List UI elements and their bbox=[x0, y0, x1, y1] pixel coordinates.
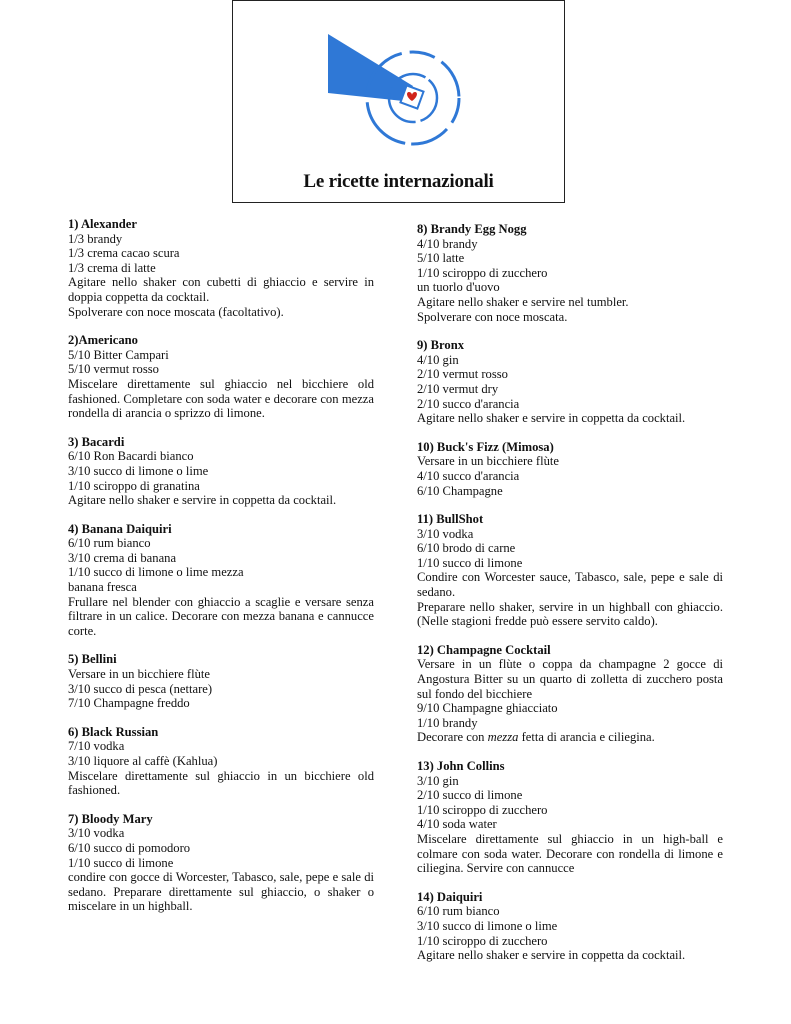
recipe-title: 2)Americano bbox=[68, 333, 138, 348]
recipe bbox=[417, 222, 723, 324]
ingredient-line: 9/10 Champagne ghiacciato bbox=[417, 701, 558, 716]
ingredient-line: 5/10 latte bbox=[417, 251, 465, 266]
method-text: Agitare nello shaker con cubetti di ghiaccio e servire in doppia coppetta da cocktail. bbox=[68, 275, 374, 304]
recipe bbox=[417, 759, 723, 876]
garnish-note-text: fetta di arancia e ciliegina. bbox=[518, 730, 655, 745]
ingredient-line: un tuorlo d'uovo bbox=[417, 280, 500, 295]
recipe-title: 9) Bronx bbox=[417, 338, 464, 353]
method-text: Frullare nel blender con ghiaccio a scaglie e versare senza filtrare in un calice. Decorare con mezza banana e cannucce corte. bbox=[68, 594, 374, 638]
ingredient-line: 1/10 succo di limone o lime mezza bbox=[68, 565, 244, 580]
ingredient-line: 1/3 crema di latte bbox=[68, 260, 156, 275]
ingredient-line: 1/10 sciroppo di granatina bbox=[68, 478, 200, 493]
recipe bbox=[417, 890, 723, 963]
recipe bbox=[68, 725, 374, 798]
recipe bbox=[68, 333, 374, 421]
cocktail-logo-icon bbox=[323, 31, 473, 146]
ingredient-line: Versare in un bicchiere flùte bbox=[417, 454, 559, 469]
ingredient-line: 3/10 vodka bbox=[417, 526, 474, 541]
ingredient-line: 3/10 vodka bbox=[68, 826, 125, 841]
ingredient-line: 6/10 brodo di carne bbox=[417, 541, 516, 556]
method-text: Versare in un flùte o coppa da champagne 2 gocce di Angostura Bitter su un quarto di zolletta di zucchero posta sul fondo del bicchiere bbox=[417, 657, 723, 701]
recipe bbox=[68, 217, 374, 319]
logo-beam-shape bbox=[328, 34, 413, 101]
recipe-title: 10) Buck's Fizz (Mimosa) bbox=[417, 439, 554, 454]
recipe-title: 7) Bloody Mary bbox=[68, 811, 153, 826]
ingredient-line: 1/10 sciroppo di zucchero bbox=[417, 802, 548, 817]
method-text: Spolverare con noce moscata. bbox=[417, 309, 568, 324]
method-text: Miscelare direttamente sul ghiaccio in un high-ball e colmare con soda water. Decorare con rondella di limone e ciliegina. Servire con cannucce bbox=[417, 831, 723, 876]
garnish-note-emphasis: mezza bbox=[487, 730, 519, 745]
method-text: Agitare nello shaker e servire in coppetta da cocktail. bbox=[68, 493, 337, 508]
header-box bbox=[232, 0, 565, 203]
ingredient-line: 7/10 Champagne freddo bbox=[68, 696, 190, 711]
recipe bbox=[68, 652, 374, 710]
ingredient-line: 2/10 vermut dry bbox=[417, 381, 499, 396]
recipe-title: 8) Brandy Egg Nogg bbox=[417, 222, 527, 236]
ingredient-line: 3/10 crema di banana bbox=[68, 550, 177, 565]
recipe-title: 4) Banana Daiquiri bbox=[68, 521, 172, 536]
method-text: Agitare nello shaker e servire in coppetta da cocktail. bbox=[417, 948, 686, 963]
recipe-title: 14) Daiquiri bbox=[417, 889, 483, 904]
ingredient-line: 3/10 gin bbox=[417, 773, 459, 788]
recipe bbox=[417, 440, 723, 498]
ingredient-line: 1/10 sciroppo di zucchero bbox=[417, 265, 548, 280]
recipe-title: 6) Black Russian bbox=[68, 724, 159, 739]
ingredient-line: Versare in un bicchiere flùte bbox=[68, 667, 210, 682]
ingredient-line: 1/10 succo di limone bbox=[68, 855, 174, 870]
ingredient-line: 5/10 vermut rosso bbox=[68, 362, 159, 377]
recipe bbox=[417, 643, 723, 745]
ingredient-line: 6/10 Ron Bacardi bianco bbox=[68, 449, 194, 464]
ingredient-line: 2/10 vermut rosso bbox=[417, 367, 508, 382]
ingredient-line: 6/10 rum bianco bbox=[417, 904, 500, 919]
recipe bbox=[68, 435, 374, 508]
ingredient-line: 1/10 sciroppo di zucchero bbox=[417, 933, 548, 948]
recipe bbox=[68, 522, 374, 639]
ingredient-line: 6/10 succo di pomodoro bbox=[68, 840, 191, 855]
method-text: Agitare nello shaker e servire in coppetta da cocktail. bbox=[417, 411, 686, 426]
ingredient-line: 1/10 succo di limone bbox=[417, 555, 523, 570]
recipe-title: 1) Alexander bbox=[68, 217, 137, 231]
recipes-left-column bbox=[68, 217, 374, 928]
garnish-note-text: Decorare con bbox=[417, 730, 488, 745]
recipe bbox=[68, 812, 374, 914]
method-text: Spolverare con noce moscata (facoltativo). bbox=[68, 304, 284, 319]
ingredient-line: 3/10 succo di limone o lime bbox=[68, 463, 209, 478]
recipe-title: 13) John Collins bbox=[417, 759, 505, 773]
ingredient-line: banana fresca bbox=[68, 580, 137, 595]
method-text: Condire con Worcester sauce, Tabasco, sale, pepe e sale di sedano. bbox=[417, 570, 723, 600]
method-text: condire con gocce di Worcester, Tabasco, sale, pepe e sale di sedano. Preparare direttamente sul ghiaccio, o shaker o miscelare in un highball. bbox=[68, 870, 374, 914]
ingredient-line: 6/10 Champagne bbox=[417, 483, 503, 498]
recipes-right-column bbox=[417, 222, 723, 977]
ingredient-line: 2/10 succo di limone bbox=[417, 788, 523, 803]
ingredient-line: 4/10 brandy bbox=[417, 236, 478, 251]
ingredient-line: 1/3 brandy bbox=[68, 231, 123, 246]
method-text: Miscelare direttamente sul ghiaccio in un bicchiere old fashioned. bbox=[68, 768, 374, 798]
ingredient-line: 2/10 succo d'arancia bbox=[417, 396, 520, 411]
garnish-note bbox=[417, 730, 723, 745]
page-title: Le ricette internazionali bbox=[303, 171, 494, 192]
method-text: Miscelare direttamente sul ghiaccio nel bicchiere old fashioned. Completare con soda water e decorare con mezza rondella di arancia o sprizzo di limone. bbox=[68, 376, 374, 421]
ingredient-line: 1/10 brandy bbox=[417, 715, 478, 730]
recipe-title: 11) BullShot bbox=[417, 512, 484, 527]
ingredient-line: 6/10 rum bianco bbox=[68, 536, 151, 551]
recipe-title: 5) Bellini bbox=[68, 652, 117, 667]
ingredient-line: 7/10 vodka bbox=[68, 739, 125, 754]
method-text: Agitare nello shaker e servire nel tumbler. bbox=[417, 294, 629, 309]
recipe-title: 12) Champagne Cocktail bbox=[417, 642, 551, 657]
ingredient-line: 1/3 crema cacao scura bbox=[68, 246, 180, 261]
method-text: Preparare nello shaker, servire in un highball con ghiaccio. (Nelle stagioni fredde può essere servito caldo). bbox=[417, 599, 723, 629]
ingredient-line: 3/10 succo di limone o lime bbox=[417, 918, 558, 933]
ingredient-line: 5/10 Bitter Campari bbox=[68, 347, 169, 362]
recipe-title: 3) Bacardi bbox=[68, 434, 125, 449]
recipe bbox=[417, 338, 723, 426]
ingredient-line: 3/10 succo di pesca (nettare) bbox=[68, 681, 213, 696]
ingredient-line: 4/10 succo d'arancia bbox=[417, 468, 520, 483]
recipe bbox=[417, 512, 723, 629]
ingredient-line: 4/10 soda water bbox=[417, 817, 497, 832]
ingredient-line: 4/10 gin bbox=[417, 352, 459, 367]
ingredient-line: 3/10 liquore al caffè (Kahlua) bbox=[68, 754, 218, 768]
